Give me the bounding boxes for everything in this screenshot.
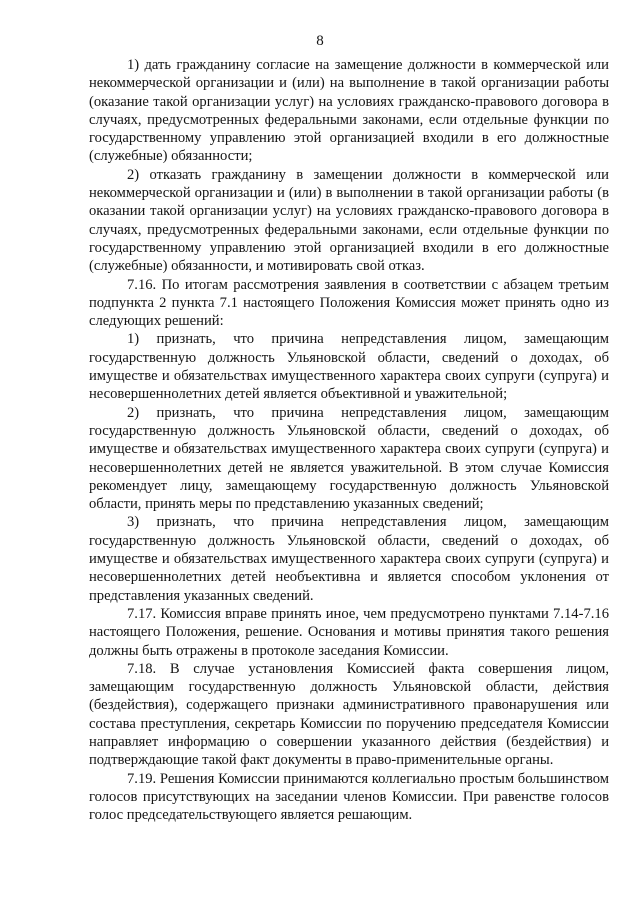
page-number: 8: [316, 33, 324, 49]
paragraph-clause-7-19: 7.19. Решения Комиссии принимаются коллегиально простым большинством голосов присутствующих на заседании членов Комиссии. При равенстве голосов голос председательствующего является решающим.: [89, 770, 609, 824]
paragraph-decision-refusal: 2) отказать гражданину в замещении должности в коммерческой или некоммерческой организации и (или) в выполнении в такой организации работы (в оказании такой организации услуг) на условиях гражданско-правового договора в случаях, предусмотренных федеральными законами, если отдельные функции по государственному управлению этой организацией входили в его должностные (служебные) обязанности, и мотивировать свой отказ.: [89, 166, 609, 275]
paragraph-decision-not-valid: 2) признать, что причина непредставления лицом, замещающим государственную должность Ульяновской области, сведений о доходах, об имуществе и обязательствах имущественного характера своих супруги (супруга) и несовершеннолетних детей не является уважительной. В этом случае Комиссия рекомендует лицу, замещающему государственную должность Ульяновской области, принять меры по представлению указанных сведений;: [89, 404, 609, 513]
document-body: [89, 56, 609, 824]
paragraph-decision-evasion: 3) признать, что причина непредставления лицом, замещающим государственную должность Ульяновской области, сведений о доходах, об имуществе и обязательствах имущественного характера своих супруги (супруга) и несовершеннолетних детей необъективна и является способом уклонения от представления указанных сведений.: [89, 514, 609, 604]
paragraph-clause-7-18: 7.18. В случае установления Комиссией факта совершения лицом, замещающим государственную должность Ульяновской области, действия (бездействия), содержащего признаки административного правонарушения или состава преступления, секретарь Комиссии по поручению председателя Комиссии направляет информацию о совершении указанного действия (бездействия) и подтверждающие такой факт документы в право-применительные органы.: [89, 660, 609, 769]
paragraph-clause-7-16: 7.16. По итогам рассмотрения заявления в соответствии с абзацем третьим подпункта 2 пункта 7.1 настоящего Положения Комиссия может принять одно из следующих решений:: [89, 276, 609, 330]
paragraph-decision-objective: 1) признать, что причина непредставления лицом, замещающим государственную должность Ульяновской области, сведений о доходах, об имуществе и обязательствах имущественного характера своих супруги (супруга) и несовершеннолетних детей является объективной и уважительной;: [89, 331, 609, 403]
paragraph-decision-consent: 1) дать гражданину согласие на замещение должности в коммерческой или некоммерческой организации и (или) на выполнение в такой организации работы (оказание такой организации услуг) на условиях гражданско-правового договора в случаях, предусмотренных федеральными законами, если отдельные функции по государственному управлению этой организацией входили в его должностные (служебные) обязанности;: [89, 57, 609, 165]
paragraph-clause-7-17: 7.17. Комиссия вправе принять иное, чем предусмотрено пунктами 7.14-7.16 настоящего Положения, решение. Основания и мотивы принятия такого решения должны быть отражены в протоколе заседания Комиссии.: [89, 605, 609, 659]
